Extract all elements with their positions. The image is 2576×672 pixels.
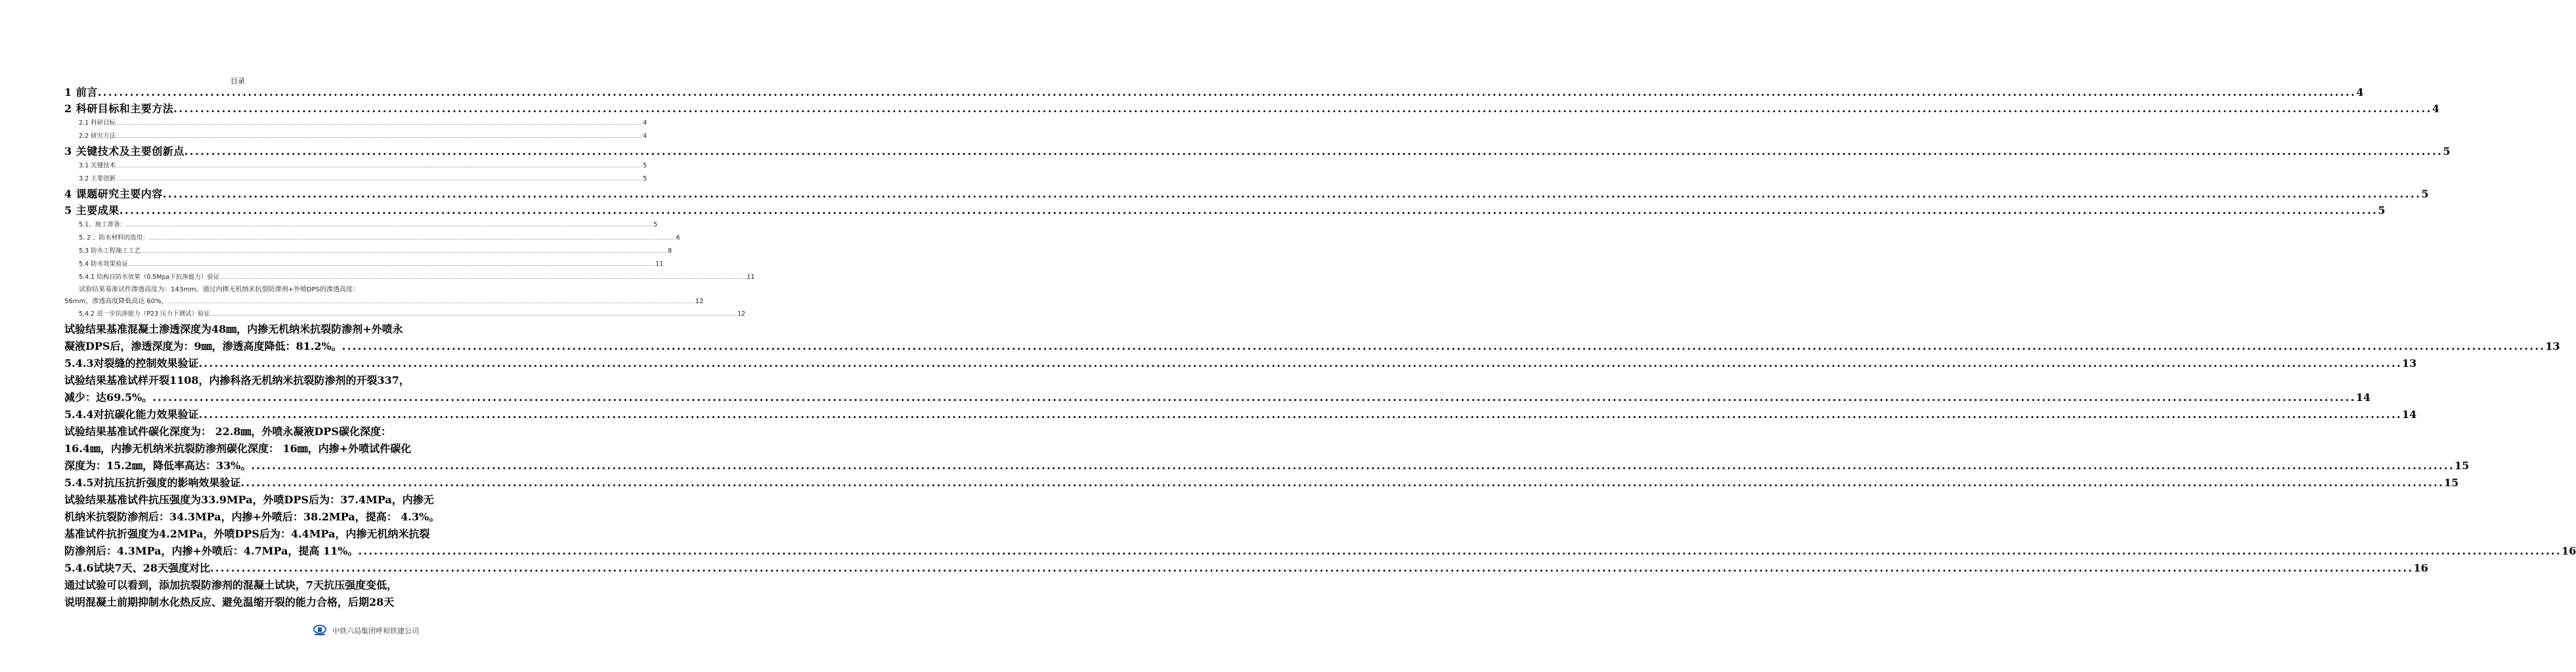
toc-subentry[interactable]: 5.4.2 进一步抗渗能力（P23 压力下测试）验证 ..... 12: [64, 308, 424, 321]
toc-entry[interactable]: 5.4.6试块7天、28天强度对比 ..... 16: [64, 560, 424, 577]
toc-subentry[interactable]: 3.1 关键技术 ..... 5: [64, 159, 424, 173]
toc-entry[interactable]: 防渗剂后：4.3MPa，内掺+外喷后：4.7MPa，提高 11%。 ..... 16: [64, 543, 424, 560]
toc-entry[interactable]: 2 科研目标和主要方法 ..... 4: [64, 100, 424, 117]
toc-entry-text: 试验结果基准混凝土渗透深度为48㎜，内掺无机纳米抗裂防渗剂+外喷永: [64, 323, 403, 335]
toc-subentry[interactable]: 5.3 防水工程施工工艺 ..... 8: [64, 245, 424, 258]
toc-subentry[interactable]: 3.2 主要创新 ..... 5: [64, 173, 424, 186]
toc-entry[interactable]: 5.4.5对抗压抗折强度的影响效果验证 ..... 15: [64, 474, 424, 492]
toc-subentry[interactable]: 5.4.1 结构自防水效果（0.5Mpa下抗渗能力）验证 ..... 11: [64, 271, 424, 284]
toc-entry-text: 16.4㎜，内掺无机纳米抗裂防渗剂碳化深度： 16㎜，内掺+外喷试件碳化: [64, 442, 412, 455]
toc-subentry[interactable]: 2.1 科研目标 ..... 4: [64, 117, 424, 130]
toc-entry-text: 试验结果基准试件抗压强度为33.9MPa，外喷DPS后为：37.4MPa，内掺无: [64, 494, 434, 506]
toc-subentry[interactable]: 56mm，渗透高度降低高达 60%， ..... 12: [64, 296, 424, 308]
toc-subentry[interactable]: 5.4 防水效果验证 ..... 11: [64, 258, 424, 271]
table-of-contents: [64, 84, 2576, 611]
page-title: 目录: [230, 77, 245, 85]
toc-subentry[interactable]: 5. 2 、防水材料的选用： ..... 6: [64, 232, 424, 245]
toc-entry-text: 试验结果基准试样开裂1108，内掺科洛无机纳米抗裂防渗剂的开裂337，: [64, 374, 410, 387]
toc-entry[interactable]: 5 主要成果 ..... 5: [64, 202, 424, 219]
toc-entry-text: 说明混凝土前期抑制水化热反应、避免温缩开裂的能力合格，后期28天: [64, 596, 395, 608]
toc-entry[interactable]: 5.4.3对裂缝的控制效果验证 ..... 13: [64, 355, 424, 372]
toc-subentry[interactable]: 5.1、施工准备： ..... 5: [64, 219, 424, 232]
toc-subentry[interactable]: 2.2 研究方法 ..... 4: [64, 130, 424, 143]
toc-entry[interactable]: 1 前言 ..... 4: [64, 84, 424, 100]
company-name: 中铁六局集团呼和铁建公司: [332, 627, 419, 635]
toc-entry[interactable]: 4 课题研究主要内容 ..... 5: [64, 186, 424, 202]
toc-entry-text: 基准试件抗折强度为4.2MPa，外喷DPS后为：4.4MPa，内掺无机纳米抗裂: [64, 528, 430, 540]
toc-entry[interactable]: 5.4.4对抗碳化能力效果验证 ..... 14: [64, 406, 424, 423]
toc-entry[interactable]: 减少：达69.5%。 ..... 14: [64, 389, 424, 406]
toc-entry-text: 通过试验可以看到，添加抗裂防渗剂的混凝土试块，7天抗压强度变低，: [64, 579, 398, 591]
toc-entry[interactable]: 凝液DPS后，渗透深度为：9㎜，渗透高度降低：81.2%。 ..... 13: [64, 338, 424, 355]
toc-subentry-text: 试验结果基准试件渗透高度为：143mm，通过内掺无机纳米抗裂防渗剂+外喷DPS的渗透高度：: [79, 286, 360, 293]
toc-entry[interactable]: 3 关键技术及主要创新点 ..... 5: [64, 143, 424, 159]
toc-entry-text: 试验结果基准试件碳化深度为： 22.8㎜，外喷永凝液DPS碳化深度：: [64, 425, 392, 438]
toc-entry-text: 机纳米抗裂防渗剂后：34.3MPa，内掺+外喷后：38.2MPa，提高： 4.3%。: [64, 511, 440, 523]
page-footer: [313, 625, 419, 637]
toc-entry[interactable]: 深度为：15.2㎜，降低率高达：33%。 ..... 15: [64, 457, 424, 474]
crec-logo-icon: [313, 625, 327, 637]
